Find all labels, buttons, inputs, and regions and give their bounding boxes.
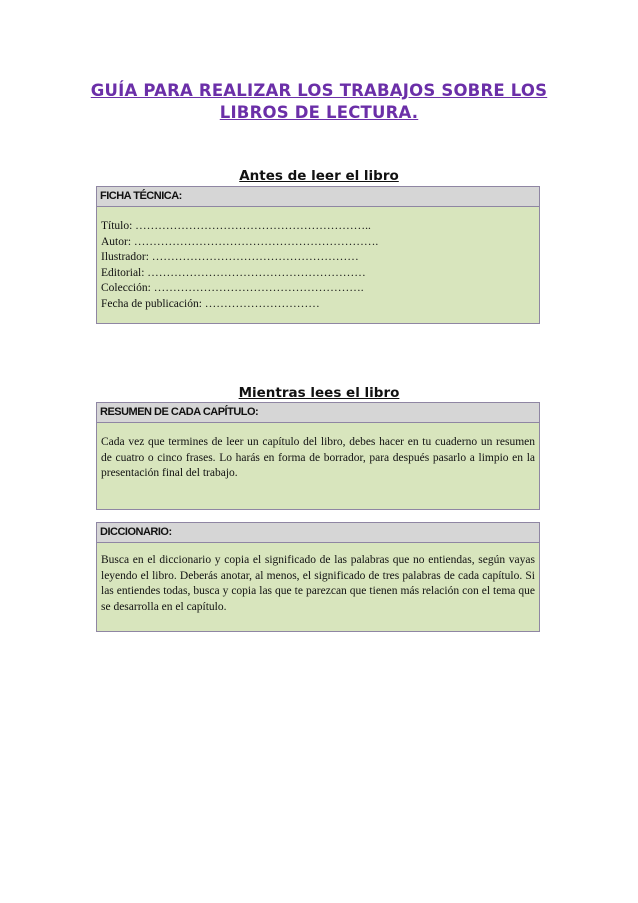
document-title-line-2: LIBROS DE LECTURA.	[219, 103, 419, 122]
field-collection: Colección: ……………………………………………….	[101, 282, 364, 295]
document-title-line-1: GUÍA PARA REALIZAR LOS TRABAJOS SOBRE LOS	[90, 81, 548, 100]
technical-sheet-box	[96, 186, 540, 324]
chapter-summary-title: RESUMEN DE CADA CAPÍTULO:	[97, 403, 539, 423]
dictionary-title: DICCIONARIO:	[97, 523, 539, 543]
dictionary-text: Busca en el diccionario y copia el significado de las palabras que no entiendas, según vayas leyendo el libro. Deberás anotar, al menos, el significado de tres palabras de cada capítulo. Si las entiendes todas, busca y copia las que te parezcan que tienen más relación con el tema que se desarrolla en el capítulo.	[101, 554, 535, 613]
document-title	[60, 80, 578, 124]
field-publication-date: Fecha de publicación: …………………………	[101, 297, 320, 310]
chapter-summary-box	[96, 402, 540, 510]
while-reading-heading: Mientras lees el libro	[238, 385, 400, 401]
chapter-summary-text: Cada vez que termines de leer un capítulo del libro, debes hacer en tu cuaderno un resumen de cuatro o cinco frases. Lo harás en forma de borrador, para después pasarlo a limpio en la presentación final del trabajo.	[101, 436, 535, 480]
technical-sheet-title: FICHA TÉCNICA:	[97, 187, 539, 207]
field-publisher: Editorial: …………………………………………………	[101, 266, 366, 279]
field-illustrator: Ilustrador: ………………………………………………	[101, 251, 359, 264]
technical-sheet-fields	[97, 207, 539, 321]
before-reading-heading: Antes de leer el libro	[239, 168, 399, 184]
field-title: Título: ……………………………………………………..	[101, 220, 371, 232]
field-author: Autor: ……………………………………………………….	[101, 235, 379, 248]
dictionary-box	[96, 522, 540, 632]
